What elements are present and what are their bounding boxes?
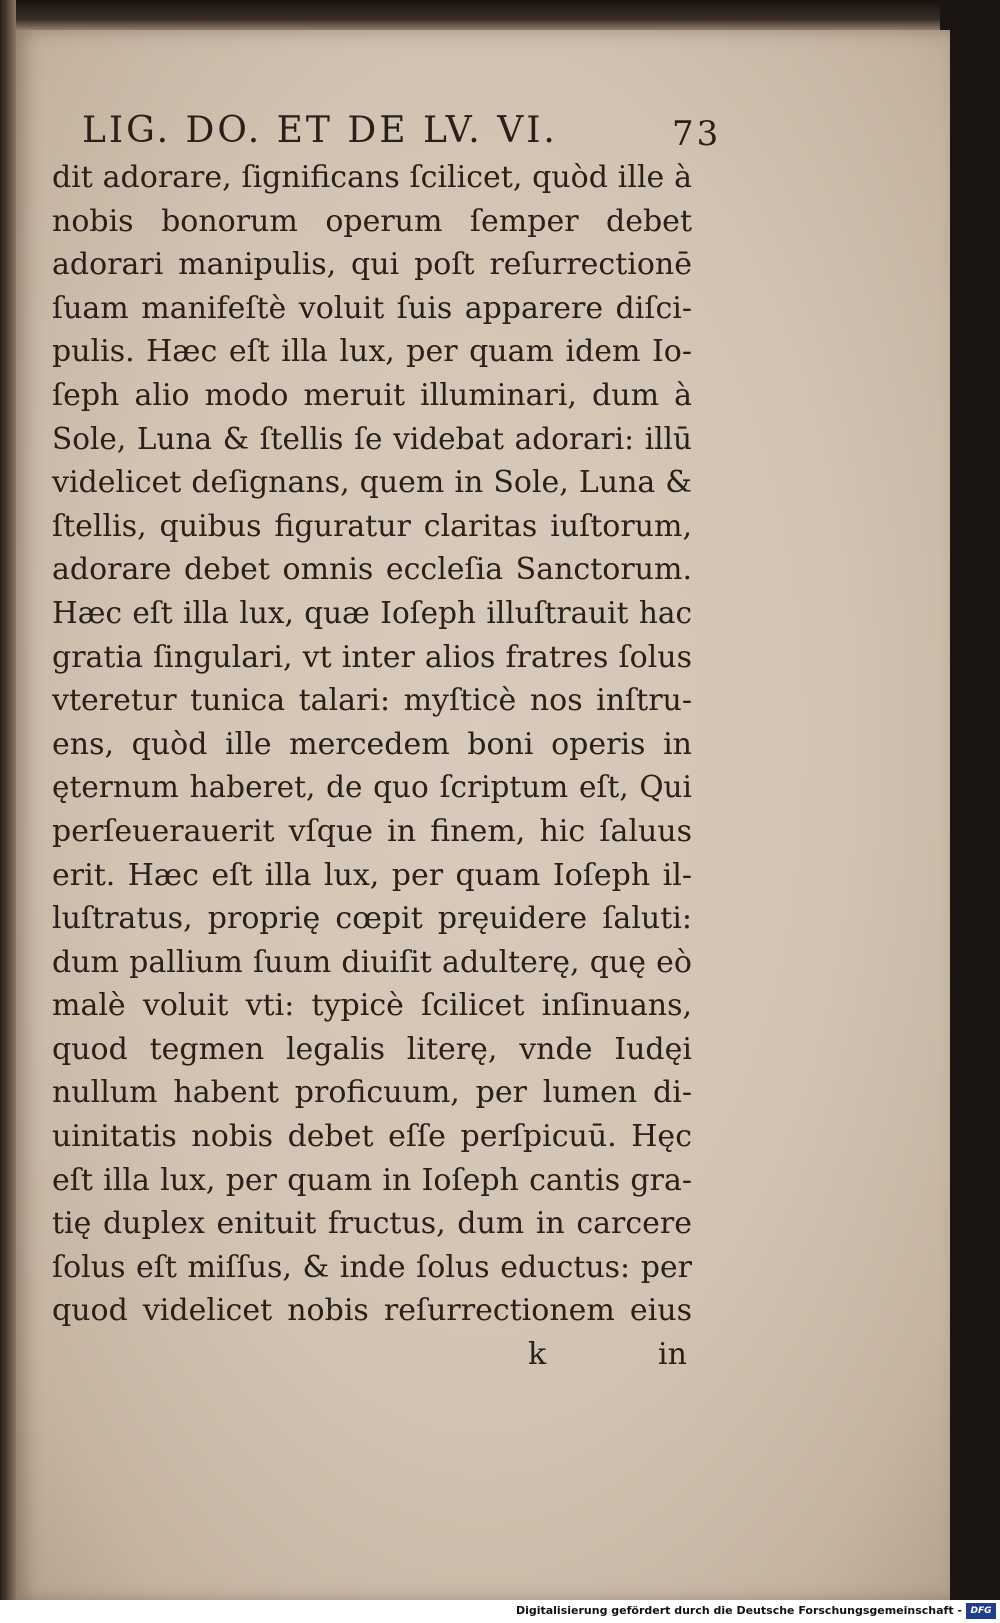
text-line: tię duplex enituit fructus, dum in carcere: [52, 1206, 692, 1242]
text-line: ſeph alio modo meruit illuminari, dum à: [52, 377, 692, 413]
running-head-title: LIG. DO. ET DE LV. VI.: [82, 110, 558, 151]
text-line: Sole, Luna & ſtellis ſe videbat adorari: illū: [52, 421, 692, 456]
text-line: ęternum haberet, de quo ſcriptum eſt, Qui: [52, 770, 692, 805]
catchword: in: [658, 1337, 687, 1373]
signature-mark: k: [528, 1337, 547, 1373]
text-line: ſuam manifeſtè voluit ſuis apparere diſci-: [52, 290, 692, 326]
text-line: quod videlicet nobis reſurrectionem eius: [52, 1293, 692, 1329]
text-line: vteretur tunica talari: myſticè nos inſtru-: [52, 683, 692, 719]
text-line: uinitatis nobis debet eſſe perſpicuū. Hęc: [52, 1119, 692, 1155]
text-line: pulis. Hæc eſt illa lux, per quam idem Io-: [52, 334, 692, 370]
text-line: Hæc eſt illa lux, quæ Ioſeph illuſtrauit hac: [52, 595, 692, 630]
footer-credit: Digitalisierung gefördert durch die Deutsche Forschungsgemeinschaft -: [515, 1604, 962, 1617]
text-line: videlicet deſignans, quem in Sole, Luna &: [52, 465, 692, 501]
text-line: erit. Hæc eſt illa lux, per quam Ioſeph il-: [52, 857, 692, 893]
text-line: nullum habent proficuum, per lumen di-: [52, 1075, 692, 1111]
running-head: [52, 110, 722, 156]
body-text: [52, 156, 712, 1333]
page-top-shadow: [0, 0, 960, 32]
text-line: quod tegmen legalis literę, vnde Iudęi: [52, 1031, 692, 1067]
page-number: 73: [672, 114, 722, 154]
text-line: dum pallium ſuum diuiſit adulterę, quę eò: [52, 944, 692, 980]
catchline: [52, 1333, 712, 1377]
footer-bar: [0, 1600, 1000, 1623]
text-line: luſtratus, proprię cœpit pręuidere ſaluti:: [52, 901, 692, 937]
dfg-logo: DFG: [966, 1603, 996, 1619]
text-line: gratia ſingulari, vt inter alios fratres ſolus: [52, 639, 692, 675]
text-line: dit adorare, ſignificans ſcilicet, quòd ille à: [52, 160, 692, 195]
text-line: nobis bonorum operum ſemper debet: [52, 203, 692, 239]
text-line: ſtellis, quibus figuratur claritas iuſtorum,: [52, 508, 692, 544]
text-block: [52, 110, 722, 1377]
text-line: ens, quòd ille mercedem boni operis in: [52, 726, 692, 762]
text-line: eſt illa lux, per quam in Ioſeph cantis gra-: [52, 1162, 692, 1198]
page-binding-edge: [0, 0, 16, 1600]
text-line: ſolus eſt miſſus, & inde ſolus eductus: per: [52, 1249, 692, 1285]
text-line: adorari manipulis, qui poſt reſurrectionē: [52, 247, 692, 283]
text-line: perſeuerauerit vſque in finem, hic ſaluus: [52, 813, 692, 849]
text-line: malè voluit vti: typicè ſcilicet inſinuans,: [52, 988, 692, 1024]
text-line: adorare debet omnis eccleſia Sanctorum.: [52, 552, 692, 588]
